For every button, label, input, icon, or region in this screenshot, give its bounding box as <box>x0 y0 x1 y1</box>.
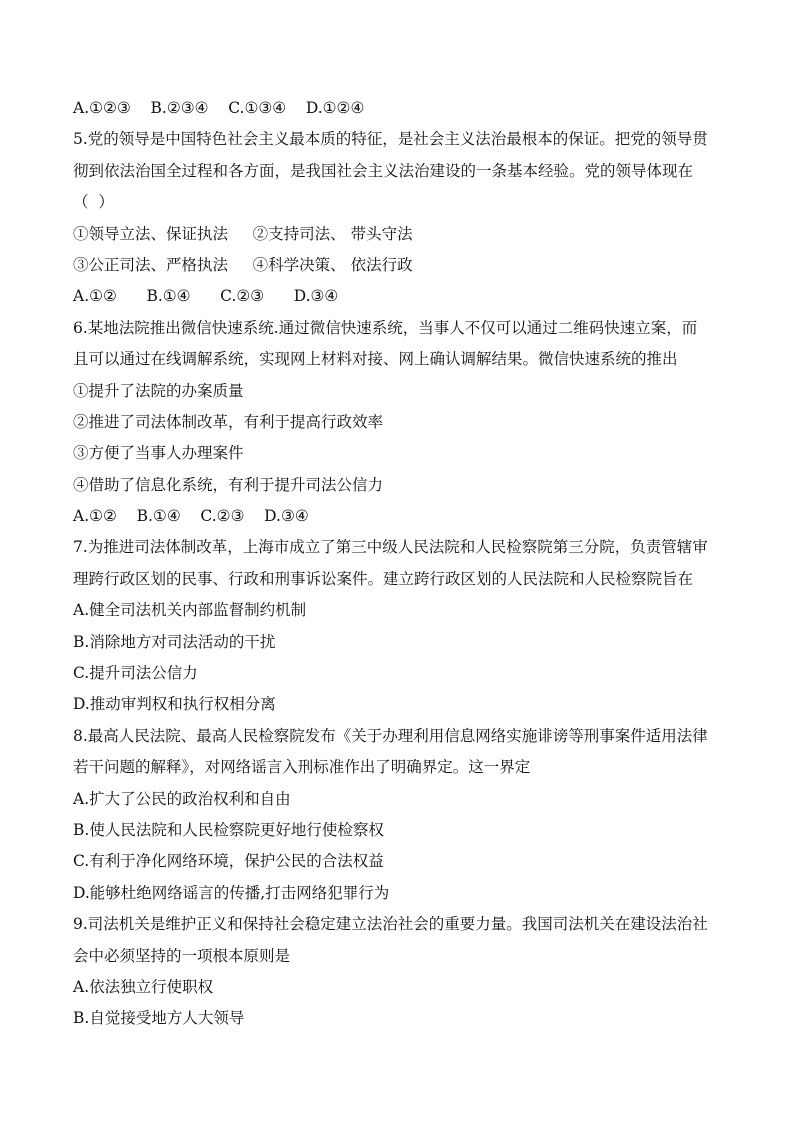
q5-stem-line-2: 彻到依法治国全过程和各方面，是我国社会主义法治建设的一条基本经验。党的领导体现在 <box>73 161 694 180</box>
q5-blank: （ ） <box>73 193 114 212</box>
q9-option-a: A.依法独立行使职权 <box>73 977 214 996</box>
q7-stem-line-2: 理跨行政区划的民事、行政和刑事诉讼案件。建立跨行政区划的人民法院和人民检察院旨在 <box>73 569 694 588</box>
q7-option-d: D.推动审判权和执行权相分离 <box>73 695 276 714</box>
q4-options: A.①②③ B.②③④ C.①③④ D.①②④ <box>73 99 365 117</box>
q6-options: A.①② B.①④ C.②③ D.③④ <box>73 507 309 526</box>
q6-item-2: ②推进了司法体制改革，有利于提高行政效率 <box>73 412 384 431</box>
q7-option-b: B.消除地方对司法活动的干扰 <box>73 632 276 651</box>
q6-stem-line-2: 且可以通过在线调解系统，实现网上材料对接、网上确认调解结果。微信快速系统的推出 <box>73 350 678 369</box>
q6-item-3: ③方便了当事人办理案件 <box>73 444 244 463</box>
q5-items-3-4: ③公正司法、严格执法 ④科学决策、 依法行政 <box>73 255 413 274</box>
q6-item-4: ④借助了信息化系统，有利于提升司法公信力 <box>73 475 384 494</box>
q5-options: A.①② B.①④ C.②③ D.③④ <box>73 287 339 306</box>
q7-option-c: C.提升司法公信力 <box>73 664 198 683</box>
q5-stem-line-1: 5.党的领导是中国特色社会主义最本质的特征，是社会主义法治最根本的保证。把党的领导贯 <box>73 130 708 149</box>
q9-stem-line-2: 会中必须坚持的一项根本原则是 <box>73 946 291 965</box>
q8-option-a: A.扩大了公民的政治权利和自由 <box>73 789 291 808</box>
q8-option-b: B.使人民法院和人民检察院更好地行使检察权 <box>73 820 384 839</box>
q8-option-c: C.有利于净化网络环境，保护公民的合法权益 <box>73 852 384 871</box>
q9-stem-line-1: 9.司法机关是维护正义和保持社会稳定建立法治社会的重要力量。我国司法机关在建设法治社 <box>73 915 708 934</box>
q9-option-b: B.自觉接受地方人大领导 <box>73 1009 245 1028</box>
q5-items-1-2: ①领导立法、保证执法 ②支持司法、 带头守法 <box>73 224 413 243</box>
q8-stem-line-1: 8.最高人民法院、最高人民检察院发布《关于办理利用信息网络实施诽谤等刑事案件适用法律 <box>73 726 708 745</box>
q6-item-1: ①提升了法院的办案质量 <box>73 381 244 400</box>
document-page <box>73 93 733 1035</box>
q6-stem-line-1: 6.某地法院推出微信快速系统.通过微信快速系统，当事人不仅可以通过二维码快速立案，而 <box>73 318 698 337</box>
q8-option-d: D.能够杜绝网络谣言的传播,打击网络犯罪行为 <box>73 883 390 902</box>
q7-stem-line-1: 7.为推进司法体制改革，上海市成立了第三中级人民法院和人民检察院第三分院，负责管辖审 <box>73 538 708 557</box>
q8-stem-line-2: 若干问题的解释》，对网络谣言入刑标准作出了明确界定。这一界定 <box>73 758 531 777</box>
q7-option-a: A.健全司法机关内部监督制约机制 <box>73 601 307 620</box>
